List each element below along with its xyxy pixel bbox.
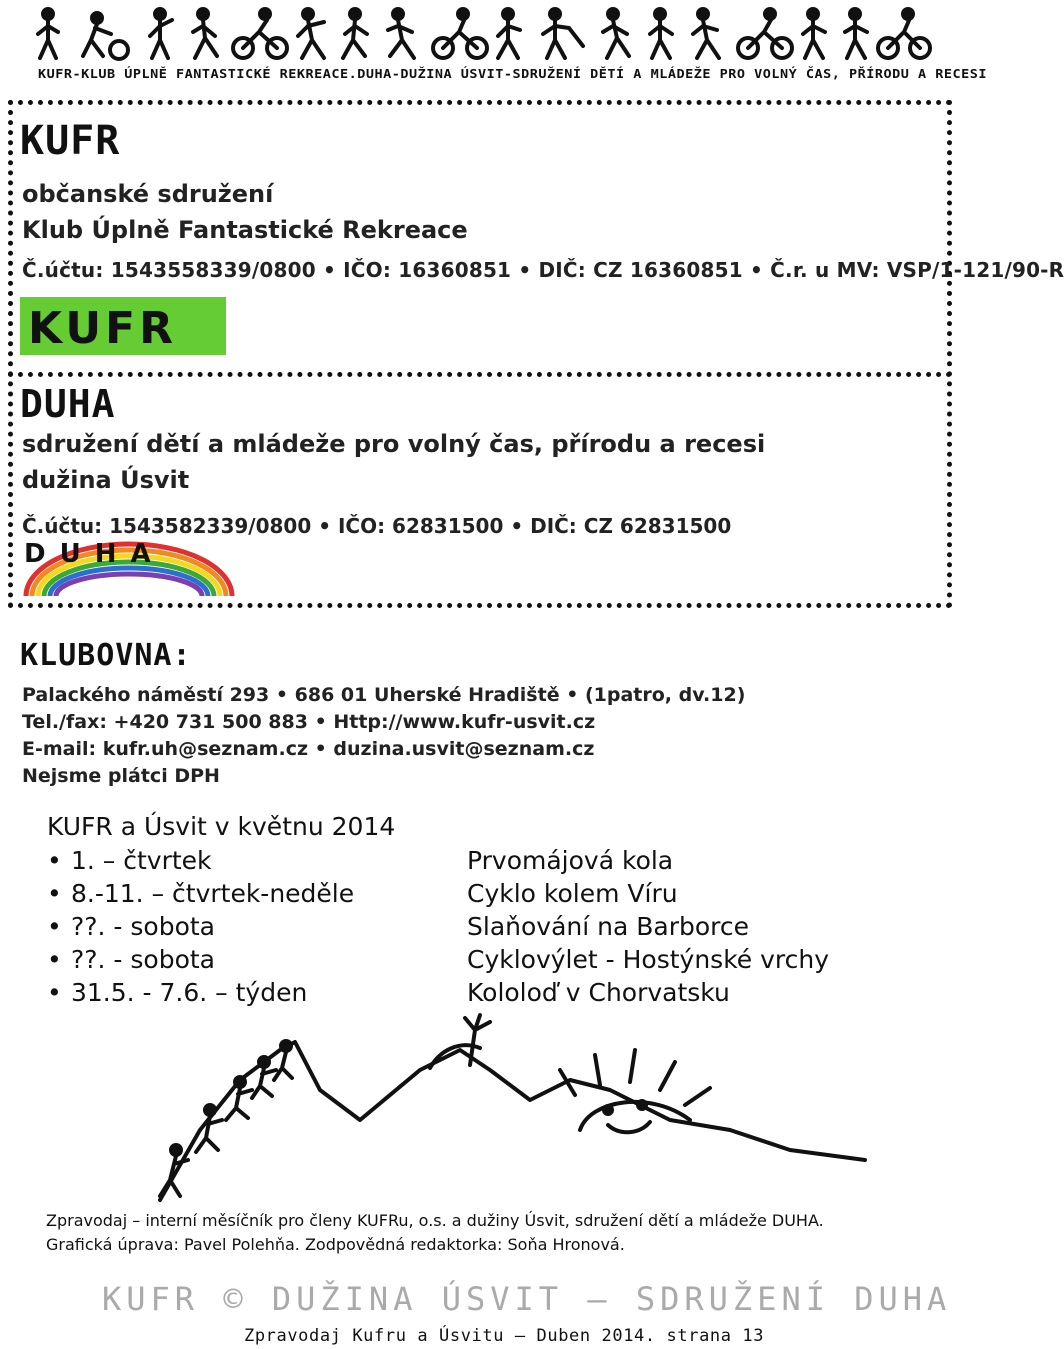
header-tagline: KUFR-KLUB ÚPLNĚ FANTASTICKÉ REKREACE.DUHA-DUŽINA ÚSVIT-SDRUŽENÍ DĚTÍ A MLÁDEŽE PRO VOLNÝ ČAS, PŘÍRODU A RECESI bbox=[38, 66, 988, 82]
event-bullet: • bbox=[47, 846, 62, 875]
event-bullet: • bbox=[47, 912, 62, 941]
contact-email: E-mail: kufr.uh@seznam.cz • duzina.usvit@seznam.cz bbox=[22, 738, 595, 760]
kufr-logo bbox=[20, 297, 226, 355]
kufr-bank-ids: Č.účtu: 1543558339/0800 • IČO: 16360851 • DIČ: CZ 16360851 • Č.r. u MV: VSP/1-121/90-R bbox=[22, 258, 1064, 282]
footer-page-number: Zpravodaj Kufru a Úsvitu – Duben 2014. strana 13 bbox=[244, 1326, 765, 1346]
duha-rainbow-logo bbox=[20, 540, 238, 596]
duha-bank-ids: Č.účtu: 1543582339/0800 • IČO: 62831500 • DIČ: CZ 62831500 bbox=[22, 514, 732, 538]
contact-phone-web: Tel./fax: +420 731 500 883 • Http://www.kufr-usvit.cz bbox=[22, 711, 596, 733]
event-name: Cyklovýlet - Hostýnské vrchy bbox=[467, 945, 830, 974]
event-date: 8.-11. – čtvrtek-neděle bbox=[71, 879, 355, 908]
organizations-divider bbox=[8, 372, 952, 377]
duha-logo-text: DUHA bbox=[24, 539, 165, 569]
event-date: 31.5. - 7.6. – týden bbox=[71, 978, 308, 1007]
contact-vat-note: Nejsme plátci DPH bbox=[22, 765, 220, 787]
duha-heading: DUHA bbox=[20, 382, 116, 426]
contact-address: Palackého náměstí 293 • 686 01 Uherské Hradiště • (1patro, dv.12) bbox=[22, 684, 746, 706]
event-date: 1. – čtvrtek bbox=[71, 846, 212, 875]
event-bullet: • bbox=[47, 945, 62, 974]
event-bullet: • bbox=[47, 978, 62, 1007]
duha-unit-name: dužina Úsvit bbox=[22, 466, 190, 494]
kufr-fullname: Klub Úplně Fantastické Rekreace bbox=[22, 216, 468, 244]
footer-publisher-line: Zpravodaj – interní měsíčník pro členy KUFRu, o.s. a dužiny Úsvit, sdružení dětí a mládeže DUHA. bbox=[46, 1211, 824, 1230]
event-name: Cyklo kolem Víru bbox=[467, 879, 678, 908]
kufr-heading: KUFR bbox=[20, 118, 121, 164]
event-date: ??. - sobota bbox=[71, 912, 216, 941]
kufr-subtitle: občanské sdružení bbox=[22, 180, 274, 208]
footer-credits-line: Grafická úprava: Pavel Polehňa. Zodpovědná redaktorka: Soňa Hronová. bbox=[46, 1235, 625, 1254]
kufr-logo-text: KUFR bbox=[28, 303, 177, 354]
event-date: ??. - sobota bbox=[71, 945, 216, 974]
events-title: KUFR a Úsvit v květnu 2014 bbox=[47, 812, 396, 841]
event-name: Slaňování na Barborce bbox=[467, 912, 750, 941]
klubovna-heading: KLUBOVNA: bbox=[20, 638, 192, 673]
event-bullet: • bbox=[47, 879, 62, 908]
header-stick-figures-illustration bbox=[28, 6, 932, 64]
duha-subtitle: sdružení dětí a mládeže pro volný čas, přírodu a recesi bbox=[22, 430, 766, 458]
event-name: Prvomájová kola bbox=[467, 846, 674, 875]
event-name: Kololoď v Chorvatsku bbox=[467, 978, 730, 1007]
mountain-sun-illustration bbox=[130, 1010, 890, 1210]
footer-brand-watermark: KUFR © DUŽINA ÚSVIT – SDRUŽENÍ DUHA bbox=[102, 1280, 952, 1318]
